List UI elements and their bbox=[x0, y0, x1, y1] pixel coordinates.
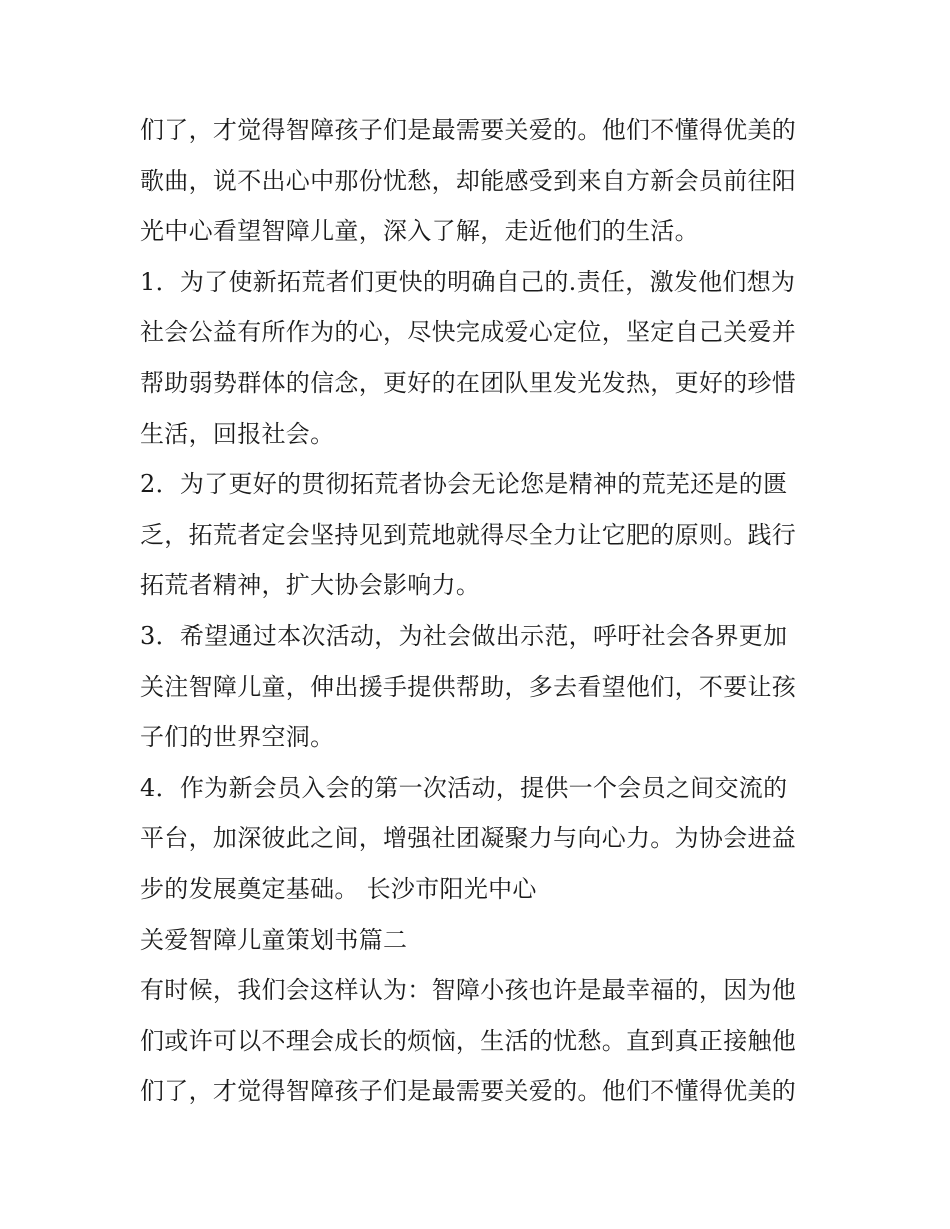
list-item-1: 1．为了使新拓荒者们更快的明确自己的.责任，激发他们想为 bbox=[140, 267, 796, 296]
list-item-4: 4．作为新会员入会的第一次活动，提供一个会员之间交流的 bbox=[140, 773, 788, 802]
text-line: 们或许可以不理会成长的烦恼，生活的忧愁。直到真正接触他 bbox=[140, 1026, 797, 1055]
text-line: 有时候，我们会这样认为：智障小孩也许是最幸福的，因为他 bbox=[140, 976, 797, 1005]
list-item-2: 2．为了更好的贯彻拓荒者协会无论您是精神的荒芜还是的匮 bbox=[140, 470, 788, 499]
text-line: 歌曲，说不出心中那份忧愁，却能感受到来自方新会员前往阳 bbox=[140, 166, 797, 195]
text-line: 平台，加深彼此之间，增强社团凝聚力与向心力。为协会进益 bbox=[140, 824, 797, 853]
list-item-3: 3．希望通过本次活动，为社会做出示范，呼吁社会各界更加 bbox=[140, 621, 788, 650]
document-body bbox=[140, 105, 820, 1117]
text-line: 步的发展奠定基础。 长沙市阳光中心 bbox=[140, 874, 537, 903]
text-line: 子们的世界空洞。 bbox=[140, 723, 335, 752]
section-heading: 关爱智障儿童策划书篇二 bbox=[140, 925, 408, 954]
text-line: 乏，拓荒者定会坚持见到荒地就得尽全力让它肥的原则。践行 bbox=[140, 520, 797, 549]
text-line: 生活，回报社会。 bbox=[140, 419, 335, 448]
text-line: 帮助弱势群体的信念，更好的在团队里发光发热，更好的珍惜 bbox=[140, 368, 797, 397]
text-line: 社会公益有所作为的心，尽快完成爱心定位，坚定自己关爱并 bbox=[140, 318, 797, 347]
text-line: 拓荒者精神，扩大协会影响力。 bbox=[140, 571, 481, 600]
text-line: 关注智障儿童，伸出援手提供帮助，多去看望他们，不要让孩 bbox=[140, 672, 797, 701]
text-line: 们了，才觉得智障孩子们是最需要关爱的。他们不懂得优美的 bbox=[140, 116, 797, 144]
text-line: 光中心看望智障儿童，深入了解，走近他们的生活。 bbox=[140, 217, 699, 246]
text-line: 们了，才觉得智障孩子们是最需要关爱的。他们不懂得优美的 bbox=[140, 1077, 797, 1106]
